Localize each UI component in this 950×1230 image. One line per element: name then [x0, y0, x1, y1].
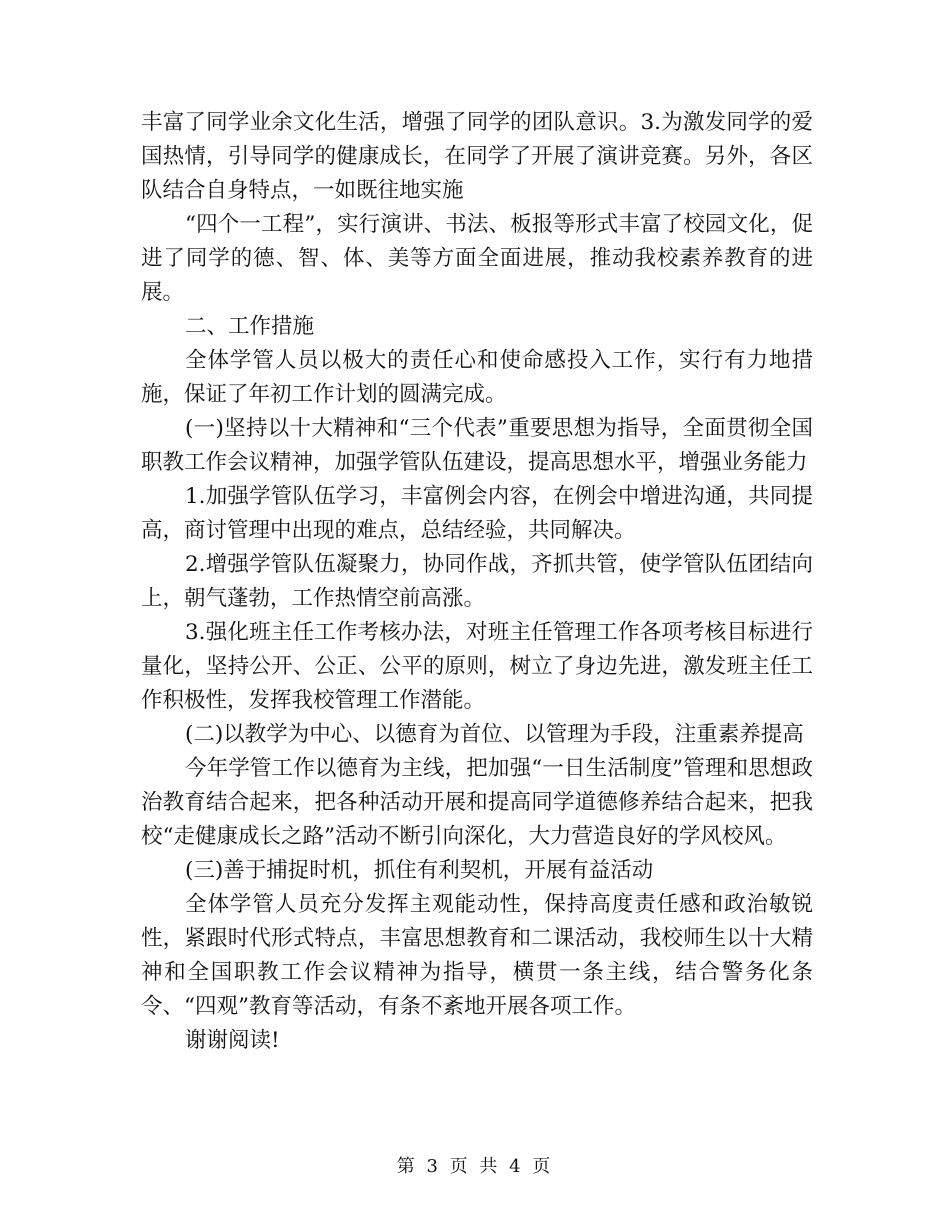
closing-thanks: 谢谢阅读! — [185, 1028, 280, 1053]
list-item-1: 1.加强学管队伍学习，丰富例会内容，在例会中增进沟通，共同提高，商讨管理中出现的难点，总结经验，共同解决。 — [141, 484, 813, 543]
paragraph-moral-education: 今年学管工作以德育为主线，把加强“一日生活制度”管理和思想政治教育结合起来，把各种活动开展和提高同学道德修养结合起来，把我校“走健康成长之路”活动不断引向深化，大力营造良好的学风校风。 — [141, 756, 813, 849]
paragraph-continuation: 丰富了同学业余文化生活，增强了同学的团队意识。3.为激发同学的爱国热情，引导同学的健康成长，在同学了开展了演讲竞赛。另外，各区队结合自身特点，一如既往地实施 — [141, 110, 813, 203]
paragraph-activities: 全体学管人员充分发挥主观能动性，保持高度责任感和政治敏锐性，紧跟时代形式特点，丰富思想教育和二课活动，我校师生以十大精神和全国职教工作会议精神为指导，横贯一条主线，结合警务化条令、“四观”教育等活动，有条不紊地开展各项工作。 — [141, 892, 813, 1019]
paragraph-four-projects: “四个一工程”，实行演讲、书法、板报等形式丰富了校园文化，促进了同学的德、智、体、美等方面全面进展，推动我校素养教育的进展。 — [141, 212, 813, 305]
section-heading-work-measures: 二、工作措施 — [185, 314, 315, 339]
subsection-heading-3: (三)善于捕捉时机，抓住有利契机，开展有益活动 — [185, 858, 654, 883]
list-item-3: 3.强化班主任工作考核办法，对班主任管理工作各项考核目标进行量化，坚持公开、公正、公平的原则，树立了身边先进，激发班主任工作积极性，发挥我校管理工作潜能。 — [141, 620, 813, 713]
list-item-2: 2.增强学管队伍凝聚力，协同作战，齐抓共管，使学管队伍团结向上，朝气蓬勃，工作热情空前高涨。 — [141, 552, 813, 611]
document-body — [141, 106, 813, 1058]
paragraph-measures-intro: 全体学管人员以极大的责任心和使命感投入工作，实行有力地措施，保证了年初工作计划的圆满完成。 — [141, 348, 813, 407]
subsection-heading-2: (二)以教学为中心、以德育为首位、以管理为手段，注重素养提高 — [185, 722, 804, 747]
page-number-footer: 第 3 页 共 4 页 — [396, 1156, 554, 1177]
subsection-heading-1: (一)坚持以十大精神和“三个代表”重要思想为指导，全面贯彻全国职教工作会议精神，加强学管队伍建设，提高思想水平，增强业务能力 — [141, 416, 813, 475]
